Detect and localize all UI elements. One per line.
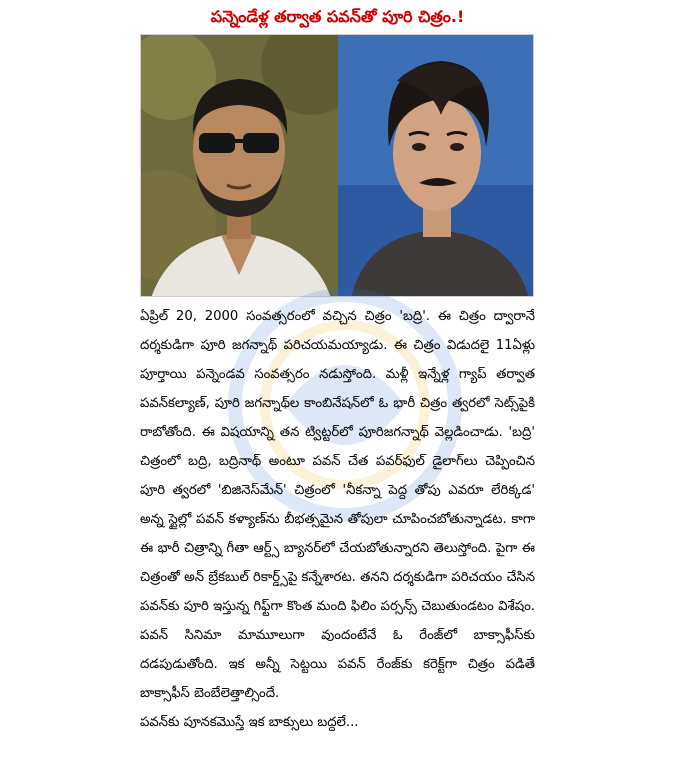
photo-illustration bbox=[141, 35, 534, 297]
article-body: ఏప్రిల్ 20, 2000 సంవత్సరంలో వచ్చిన చిత్రం 'బద్రి'. ఈ చిత్రం ద్వారానే దర్శకుడిగా పూరి జగన్నాథ్ పరిచయమయ్యాడు. ఈ చిత్రం విడుదలై 11ఏళ్లు పూర్తాయి పన్నెండవ సంవత్సరం నడుస్తోంది. మళ్లీ ఇన్నేళ్ల గ్యాప్ తర్వాత పవన్‌కల్యాణ్, పూరి జగన్నాథ్‌ల కాంబినేషన్‌లో ఓ భారీ చిత్రం త్వరలో సెట్స్‌పైకి రాబోతోంది. ఈ విషయాన్ని తన ట్విట్టర్‌లో పూరిజగన్నాథ్ వెల్లడించాడు. 'బద్రి' చిత్రంలో బద్రి, బద్రినాథ్ అంటూ పవన్ చేత పవర్‌ఫుల్ డైలాగ్‌లు చెప్పించిన పూరి త్వరలో 'బిజినెస్‌మేన్' చిత్రంలో 'నీకన్నా పెద్ద తోపు ఎవరూ లేరిక్కడ' అన్న స్టైల్లో పవన్ కళ్యాణ్‌ను బీభత్సమైన తోపులా చూపించబోతున్నాడట. కాగా ఈ భారీ చిత్రాన్ని గీతా ఆర్ట్స్ బ్యానర్‌లో చేయబోతున్నారని తెలుస్తోంది. పైగా ఈ చిత్రంతో అన్ బ్రేకబుల్ రికార్డ్స్‌పై కన్నేశారట. తనని దర్శకుడిగా పరిచయం చేసిన పవన్‌కు పూరి ఇస్తున్న గిఫ్ట్‌గా కొంత మంది ఫిలిం పర్సన్స్ చెబుతుండటం విశేషం. పవన్ సినిమా మామూలుగా వుందంటేనే ఓ రేంజ్‌లో బాక్సాఫీస్‌కు దడపుడుతోంది. ఇక అన్నీ సెట్టయి పవన్ రేంజ్‌కు కరెక్ట్‌గా చిత్రం పడితే బాక్సాఫీస్ బెంబేలెత్తాల్సిందే. పవన్‌కు పూనకమొస్తే ఇక బాక్సులు బద్దలే... bbox=[140, 309, 535, 730]
two-portrait-photo-icon bbox=[140, 34, 534, 297]
headline: పన్నెండేళ్ల తర్వాత పవన్‌తో పూరి చిత్రం.! bbox=[210, 7, 465, 26]
